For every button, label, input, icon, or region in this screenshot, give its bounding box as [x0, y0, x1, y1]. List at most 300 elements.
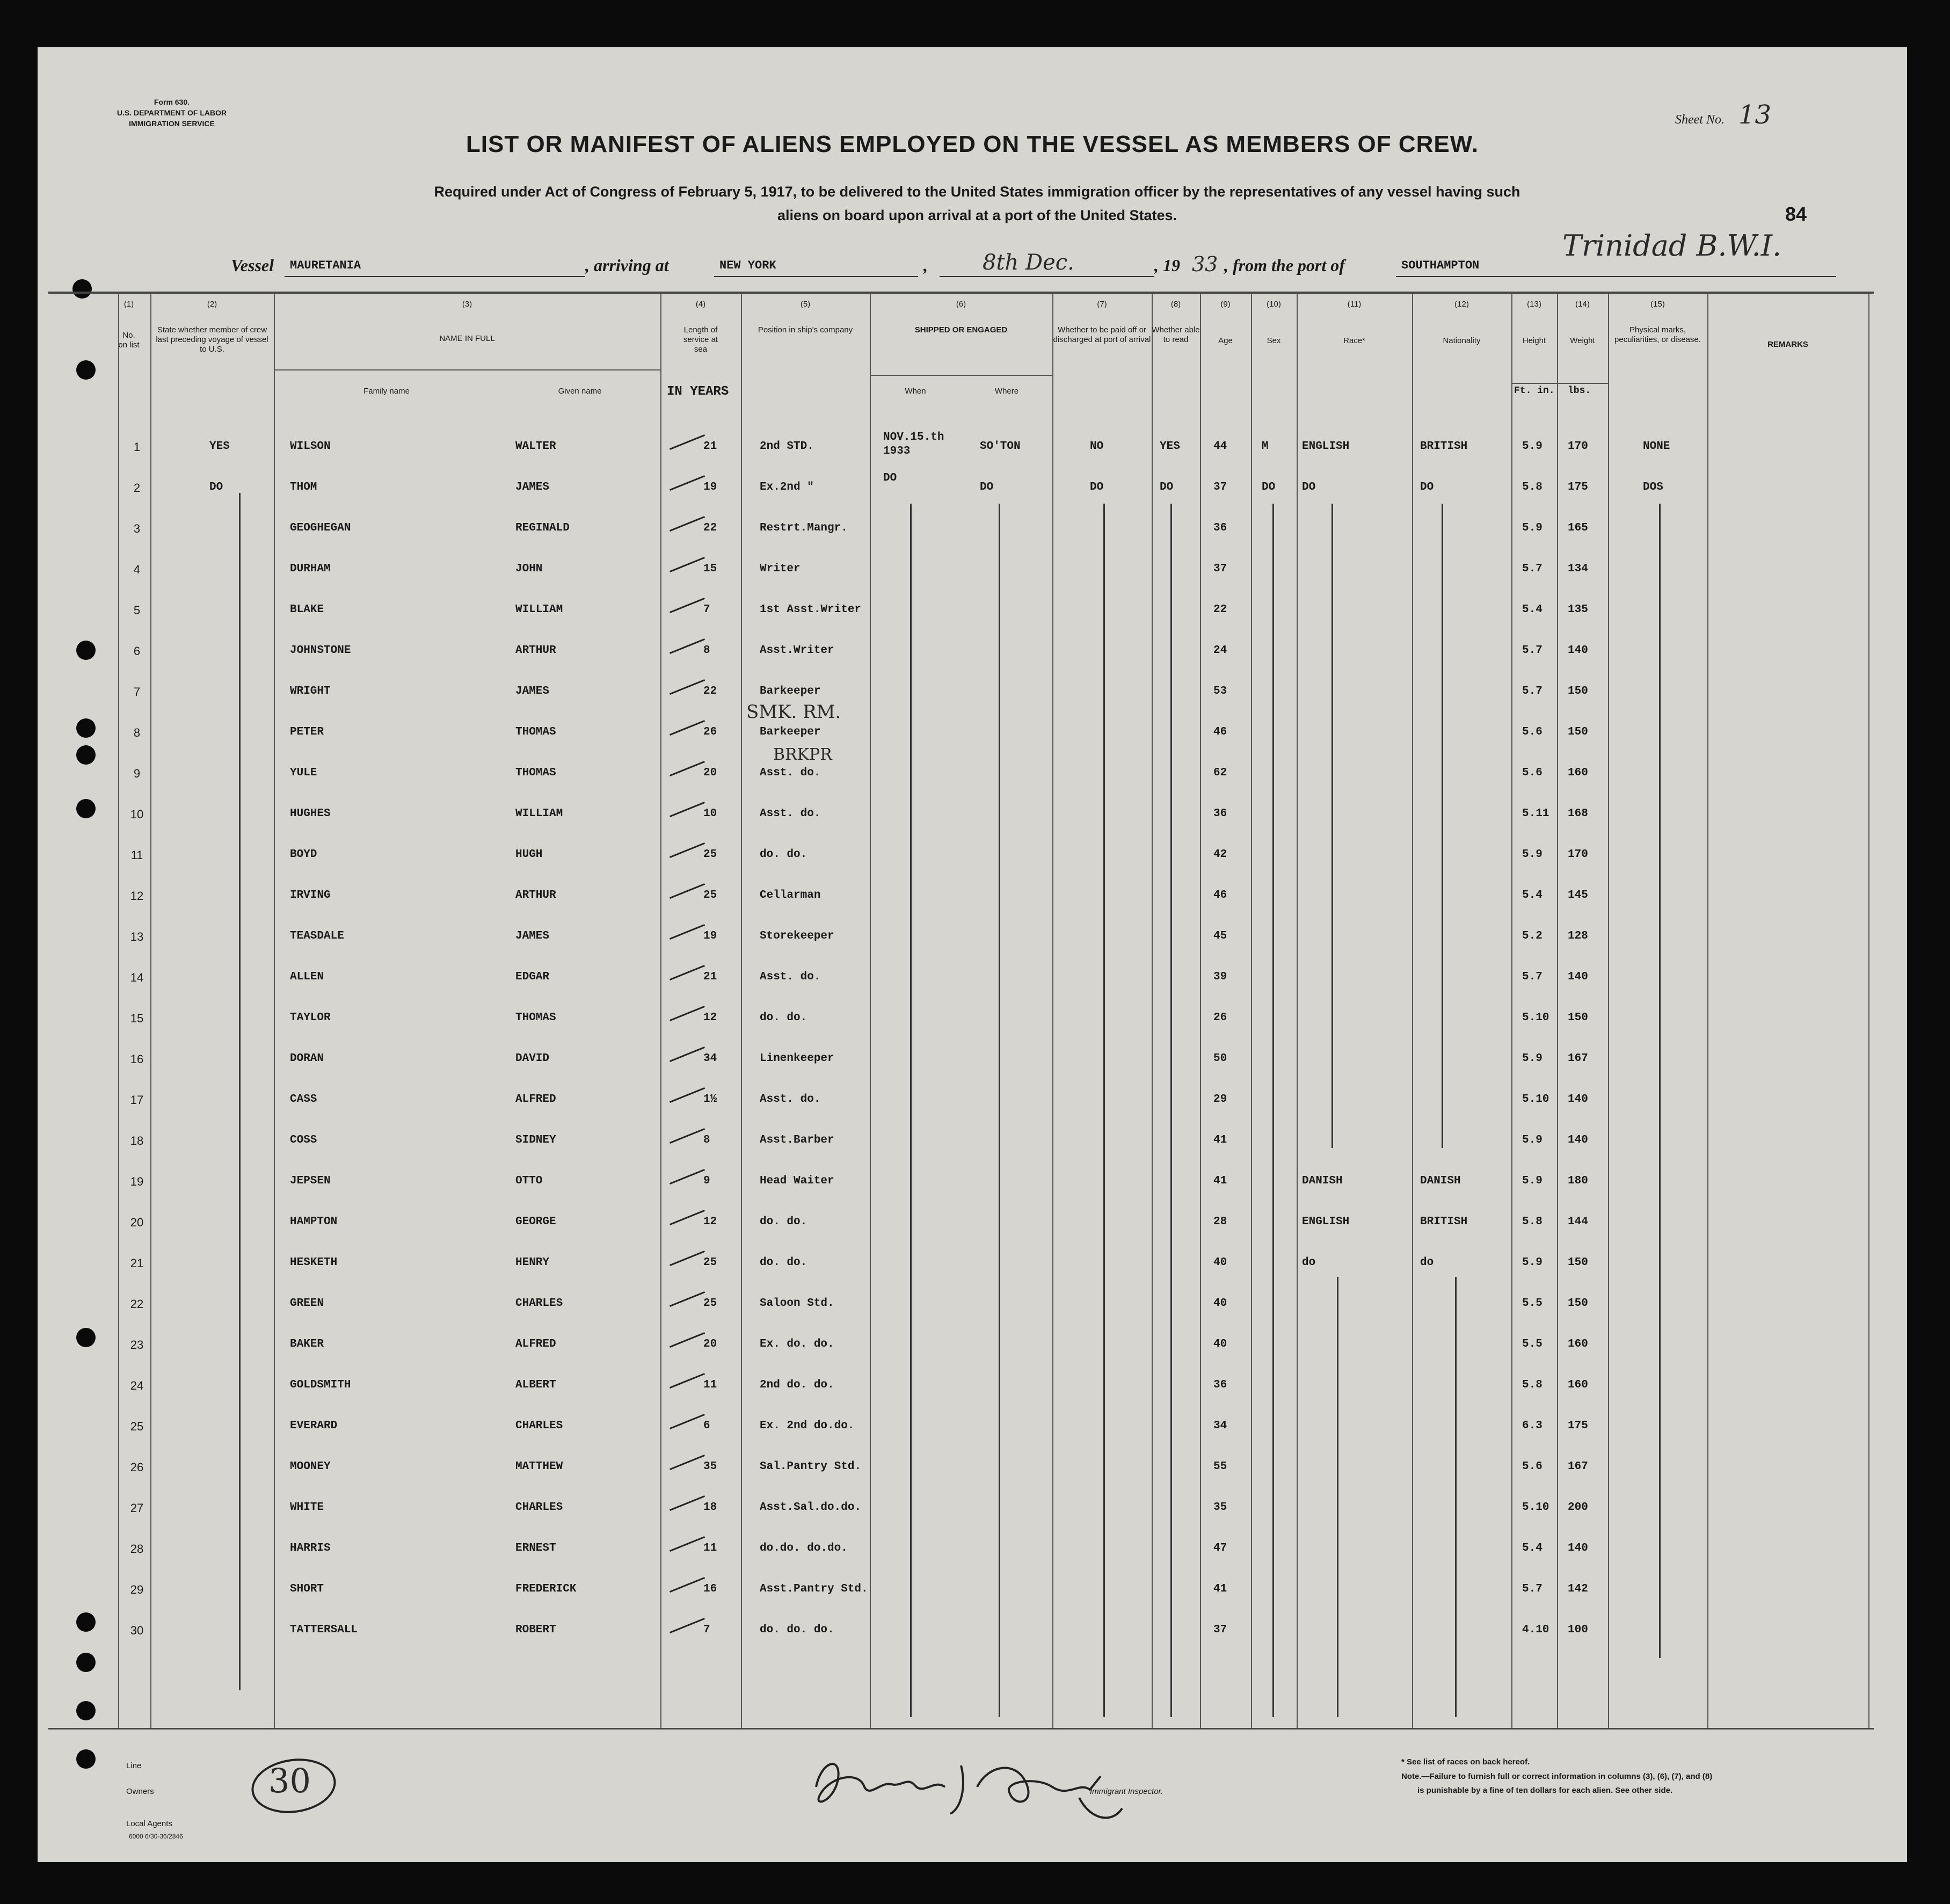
given-name: WILLIAM: [515, 808, 563, 820]
height: 5.6: [1522, 1460, 1542, 1473]
row-number: 1: [133, 440, 141, 454]
position: Head Waiter: [760, 1175, 834, 1187]
family-name: WILSON: [290, 440, 331, 453]
service-years: 25: [703, 1256, 717, 1269]
grid-subheader-line: [870, 375, 1052, 376]
given-name: ARTHUR: [515, 889, 556, 902]
family-name: JOHNSTONE: [290, 644, 351, 657]
given-name: JAMES: [515, 481, 550, 493]
given-name: ARTHUR: [515, 644, 556, 657]
height: 5.5: [1522, 1338, 1542, 1350]
given-name: HUGH: [515, 848, 543, 861]
year-prefix: , 19: [1154, 256, 1180, 275]
grid-vline: [1868, 292, 1869, 1728]
paid-off: NO: [1090, 440, 1104, 453]
service-years: 25: [703, 889, 717, 902]
row-number: 30: [130, 1624, 144, 1637]
family-name: CASS: [290, 1093, 317, 1106]
grid-vline: [660, 292, 661, 1728]
age: 40: [1213, 1297, 1227, 1310]
vessel-name: MAURETANIA: [290, 259, 361, 272]
height: 5.7: [1522, 563, 1542, 575]
position: do.do. do.do.: [760, 1542, 848, 1554]
check-stroke: [670, 1577, 705, 1593]
family-name: DORAN: [290, 1052, 324, 1065]
family-name: MOONEY: [290, 1460, 331, 1473]
position: Ex.2nd ": [760, 481, 814, 493]
age: 42: [1213, 848, 1227, 861]
service-years: 7: [703, 1624, 710, 1636]
col-header-weight: (14) Weight: [1570, 300, 1595, 345]
position: 2nd STD.: [760, 440, 814, 453]
check-stroke: [670, 1618, 705, 1633]
shipped-when: NOV.15.th 1933: [883, 431, 944, 457]
check-stroke: [670, 965, 705, 980]
physical-marks: DOS: [1643, 481, 1663, 493]
family-name: GOLDSMITH: [290, 1379, 351, 1391]
weight: 160: [1568, 767, 1588, 779]
weight: 170: [1568, 440, 1588, 453]
family-name: COSS: [290, 1134, 317, 1146]
service-years: 8: [703, 1134, 710, 1146]
arrival-year: 33: [1192, 252, 1218, 276]
family-name: ALLEN: [290, 971, 324, 983]
grid-vline: [1297, 292, 1298, 1728]
height: 5.9: [1522, 1052, 1542, 1065]
height: 5.7: [1522, 1583, 1542, 1595]
check-stroke: [670, 1373, 705, 1389]
family-name: HARRIS: [290, 1542, 331, 1554]
total-count: 30: [268, 1761, 311, 1800]
height: 5.8: [1522, 1216, 1542, 1228]
row-number: 17: [130, 1093, 144, 1107]
age: 35: [1213, 1501, 1227, 1514]
footer-line-label: Line: [126, 1761, 142, 1770]
height: 5.2: [1522, 930, 1542, 942]
race: DANISH: [1302, 1175, 1343, 1187]
check-stroke: [670, 1495, 705, 1511]
age: 22: [1213, 604, 1227, 616]
age: 24: [1213, 644, 1227, 657]
weight: 168: [1568, 808, 1588, 820]
row-number: 13: [130, 930, 144, 943]
ditto-line: [999, 504, 1000, 1717]
nationality: BRITISH: [1420, 440, 1468, 453]
service-years: 22: [703, 522, 717, 534]
col-header-read: (8) Whether able to read: [1152, 300, 1200, 344]
given-name: ALFRED: [515, 1093, 556, 1106]
given-name: HENRY: [515, 1256, 550, 1269]
grid-subheader-line: [274, 369, 660, 370]
given-name: THOMAS: [515, 767, 556, 779]
age: 45: [1213, 930, 1227, 942]
row-number: 3: [133, 522, 141, 535]
position: do. do.: [760, 1256, 807, 1269]
sex: M: [1262, 440, 1269, 453]
grid-hline: [48, 1728, 1874, 1729]
age: 37: [1213, 563, 1227, 575]
col-header-number: (1) No. on list: [118, 300, 140, 350]
family-name: BOYD: [290, 848, 317, 861]
check-stroke: [670, 924, 705, 940]
given-name: ERNEST: [515, 1542, 556, 1554]
family-name: HUGHES: [290, 808, 331, 820]
position: Sal.Pantry Std.: [760, 1460, 862, 1473]
family-name: PETER: [290, 726, 324, 738]
family-name: JEPSEN: [290, 1175, 331, 1187]
row-number: 12: [130, 889, 144, 903]
height: 5.8: [1522, 1379, 1542, 1391]
col-header-shipped: (6) SHIPPED OR ENGAGED: [914, 300, 1008, 335]
row-number: 7: [133, 685, 141, 699]
check-stroke: [670, 679, 705, 695]
position: Barkeeper: [760, 685, 821, 697]
given-name: ROBERT: [515, 1624, 556, 1636]
row-number: 26: [130, 1460, 144, 1474]
service-years: 11: [703, 1379, 717, 1391]
height: 5.4: [1522, 1542, 1542, 1554]
height: 5.9: [1522, 440, 1542, 453]
height: 5.5: [1522, 1297, 1542, 1310]
check-stroke: [670, 1536, 705, 1552]
service-years: 7: [703, 604, 710, 616]
service-years: 15: [703, 563, 717, 575]
arrival-date: 8th Dec.: [983, 250, 1074, 275]
footer-print-code: 6000 6/30-36/2846: [129, 1833, 183, 1840]
position: Saloon Std.: [760, 1297, 834, 1310]
position: Restrt.Mangr.: [760, 522, 848, 534]
age: 40: [1213, 1338, 1227, 1350]
given-name: ALFRED: [515, 1338, 556, 1350]
physical-marks: NONE: [1643, 440, 1670, 453]
check-stroke: [670, 1210, 705, 1225]
punch-hole: [76, 745, 96, 765]
check-stroke: [670, 802, 705, 817]
family-name: TEASDALE: [290, 930, 344, 942]
shipped-when: DO: [883, 472, 897, 484]
service-name: IMMIGRATION SERVICE: [129, 119, 215, 128]
row-number: 16: [130, 1052, 144, 1066]
age: 37: [1213, 481, 1227, 493]
position: Asst. do.: [760, 971, 821, 983]
row-number: 4: [133, 563, 141, 576]
given-name: EDGAR: [515, 971, 550, 983]
weight: 100: [1568, 1624, 1588, 1636]
position: do. do. do.: [760, 1624, 834, 1636]
position: Writer: [760, 563, 801, 575]
ditto-line: [1337, 1277, 1338, 1717]
row-number: 5: [133, 604, 141, 617]
service-years: 11: [703, 1542, 717, 1554]
weight: 165: [1568, 522, 1588, 534]
grid-vline: [1608, 292, 1609, 1728]
weight: 167: [1568, 1052, 1588, 1065]
penalty-note: Note.—Failure to furnish full or correct information in columns (3), (6), (7), and (8): [1401, 1772, 1713, 1781]
footer-owners-label: Owners: [126, 1787, 154, 1796]
row-number: 9: [133, 767, 141, 780]
grid-vline: [274, 292, 275, 1728]
weight: 175: [1568, 481, 1588, 493]
given-name: ALBERT: [515, 1379, 556, 1391]
row-number: 29: [130, 1583, 144, 1596]
punch-hole: [76, 360, 96, 380]
row-number: 25: [130, 1420, 144, 1433]
check-stroke: [670, 1169, 705, 1184]
height: 5.6: [1522, 726, 1542, 738]
height: 6.3: [1522, 1420, 1542, 1432]
height: 5.7: [1522, 644, 1542, 657]
requirement-text-2: aliens on board upon arrival at a port of the United States.: [777, 207, 1177, 223]
grid-vline: [741, 292, 742, 1728]
penalty-note-2: is punishable by a fine of ten dollars for each alien. See other side.: [1417, 1786, 1673, 1795]
weight: 180: [1568, 1175, 1588, 1187]
position: Asst. do.: [760, 1093, 821, 1106]
weight: 150: [1568, 1012, 1588, 1024]
given-name: CHARLES: [515, 1420, 563, 1432]
height: 5.9: [1522, 522, 1542, 534]
height: 5.10: [1522, 1012, 1549, 1024]
weight: 128: [1568, 930, 1588, 942]
col-header-position: (5) Position in ship's company: [758, 300, 853, 335]
check-stroke: [670, 598, 705, 613]
requirement-text: Required under Act of Congress of February 5, 1917, to be delivered to the United States immigration officer by the representatives of any vessel having such: [434, 184, 1520, 200]
height-unit: Ft. in.: [1514, 386, 1555, 396]
age: 55: [1213, 1460, 1227, 1473]
row-number: 28: [130, 1542, 144, 1556]
col-header-remarks: REMARKS: [1767, 340, 1808, 349]
col-header-name: (3) NAME IN FULL: [439, 300, 495, 343]
form-identifier: [97, 97, 247, 129]
row-number: 24: [130, 1379, 144, 1392]
paid-off: DO: [1090, 481, 1104, 493]
row-number: 14: [130, 971, 144, 984]
footer-agents-label: Local Agents: [126, 1819, 172, 1828]
service-years: 20: [703, 767, 717, 779]
col-header-race: (11) Race*: [1343, 300, 1365, 345]
punch-hole: [76, 799, 96, 818]
weight: 150: [1568, 726, 1588, 738]
ditto-line: [239, 493, 241, 1690]
weight: 140: [1568, 644, 1588, 657]
col-header-sex: (10) Sex: [1267, 300, 1281, 345]
grid-hline: [48, 292, 1874, 294]
height: 5.9: [1522, 1256, 1542, 1269]
age: 41: [1213, 1583, 1227, 1595]
punch-hole: [76, 1653, 96, 1672]
service-years: 16: [703, 1583, 717, 1595]
weight: 160: [1568, 1338, 1588, 1350]
check-stroke: [670, 1006, 705, 1021]
age: 41: [1213, 1134, 1227, 1146]
weight: 150: [1568, 1256, 1588, 1269]
weight: 140: [1568, 1542, 1588, 1554]
given-name: CHARLES: [515, 1501, 563, 1514]
col-header-height: (13) Height: [1522, 300, 1546, 345]
col-header-when: When: [905, 387, 926, 396]
form-number: Form 630.: [154, 98, 190, 106]
sheet-number-block: [1675, 100, 1771, 130]
service-years: 18: [703, 1501, 717, 1514]
able-to-read: DO: [1160, 481, 1174, 493]
service-years: 19: [703, 930, 717, 942]
row-number: 2: [133, 481, 141, 495]
age: 46: [1213, 889, 1227, 902]
arriving-port: NEW YORK: [719, 259, 776, 272]
height: 5.9: [1522, 1175, 1542, 1187]
row-number: 6: [133, 644, 141, 658]
check-stroke: [670, 557, 705, 572]
punch-hole: [76, 1701, 96, 1720]
service-years: 35: [703, 1460, 717, 1473]
row-number: 10: [130, 808, 144, 821]
position: Barkeeper: [760, 726, 821, 738]
weight-unit: lbs.: [1568, 386, 1591, 396]
sheet-number: 13: [1738, 100, 1772, 130]
grid-vline: [1511, 292, 1512, 1728]
row-number: 27: [130, 1501, 144, 1515]
page-title: LIST OR MANIFEST OF ALIENS EMPLOYED ON THE VESSEL AS MEMBERS OF CREW.: [465, 131, 1479, 157]
service-years: 6: [703, 1420, 710, 1432]
punch-hole: [76, 1749, 96, 1769]
arriving-label: , arriving at: [585, 256, 669, 275]
check-stroke: [670, 883, 705, 899]
family-name: GREEN: [290, 1297, 324, 1310]
age: 36: [1213, 808, 1227, 820]
service-years: 25: [703, 848, 717, 861]
given-name: JAMES: [515, 685, 550, 697]
age: 50: [1213, 1052, 1227, 1065]
family-name: YULE: [290, 767, 317, 779]
shipped-where: DO: [980, 481, 994, 493]
col-header-where: Where: [994, 387, 1019, 396]
grid-vline: [1251, 292, 1252, 1728]
service-years: 1½: [703, 1093, 717, 1106]
position: Asst. do.: [760, 767, 821, 779]
check-stroke: [670, 761, 705, 776]
family-name: BLAKE: [290, 604, 324, 616]
inspector-label: Immigrant Inspector.: [1090, 1787, 1163, 1796]
position: do. do.: [760, 848, 807, 861]
handwritten-port: Trinidad B.W.I.: [1562, 229, 1782, 263]
last-voyage: DO: [209, 481, 223, 493]
ditto-line: [1659, 504, 1661, 1658]
race: do: [1302, 1256, 1316, 1269]
given-name: THOMAS: [515, 1012, 556, 1024]
weight: 140: [1568, 971, 1588, 983]
height: 4.10: [1522, 1624, 1549, 1636]
height: 5.4: [1522, 889, 1542, 902]
given-name: REGINALD: [515, 522, 570, 534]
age: 34: [1213, 1420, 1227, 1432]
height: 5.4: [1522, 604, 1542, 616]
col-header-service-length: (4) Length of service at sea: [683, 300, 718, 354]
position: Asst.Writer: [760, 644, 834, 657]
family-name: GEOGHEGAN: [290, 522, 351, 534]
col-header-last-voyage: (2) State whether member of crew last preceding voyage of vessel to U.S.: [156, 300, 268, 354]
from-label: , from the port of: [1224, 256, 1345, 275]
family-name: WHITE: [290, 1501, 324, 1514]
age: 29: [1213, 1093, 1227, 1106]
height: 5.10: [1522, 1093, 1549, 1106]
check-stroke: [670, 638, 705, 654]
age: 28: [1213, 1216, 1227, 1228]
given-name: JAMES: [515, 930, 550, 942]
given-name: WILLIAM: [515, 604, 563, 616]
departure-port: SOUTHAMPTON: [1401, 259, 1480, 272]
given-name: FREDERICK: [515, 1583, 577, 1595]
punch-hole: [76, 718, 96, 738]
given-name: OTTO: [515, 1175, 543, 1187]
family-name: BAKER: [290, 1338, 324, 1350]
weight: 167: [1568, 1460, 1588, 1473]
given-name: JOHN: [515, 563, 543, 575]
service-years: 20: [703, 1338, 717, 1350]
family-name: TAYLOR: [290, 1012, 331, 1024]
weight: 144: [1568, 1216, 1588, 1228]
punch-hole: [76, 1612, 96, 1632]
given-name: SIDNEY: [515, 1134, 556, 1146]
weight: 135: [1568, 604, 1588, 616]
shipped-where: SO'TON: [980, 440, 1021, 453]
service-years: 21: [703, 440, 717, 453]
service-years: 34: [703, 1052, 717, 1065]
able-to-read: YES: [1160, 440, 1180, 453]
annotation-barkeeper: BRKPR: [773, 745, 832, 764]
family-name: THOM: [290, 481, 317, 493]
check-stroke: [670, 1251, 705, 1266]
row-number: 18: [130, 1134, 144, 1147]
grid-vline: [1200, 292, 1201, 1728]
age: 36: [1213, 1379, 1227, 1391]
height: 5.8: [1522, 481, 1542, 493]
weight: 160: [1568, 1379, 1588, 1391]
weight: 150: [1568, 685, 1588, 697]
service-years: 19: [703, 481, 717, 493]
grid-vline: [1707, 292, 1708, 1728]
family-name: HAMPTON: [290, 1216, 338, 1228]
age: 41: [1213, 1175, 1227, 1187]
given-name: CHARLES: [515, 1297, 563, 1310]
given-name: DAVID: [515, 1052, 550, 1065]
family-name: EVERARD: [290, 1420, 338, 1432]
service-years: 10: [703, 808, 717, 820]
annotation-smoke-room: SMK. RM.: [746, 701, 841, 723]
service-years: 9: [703, 1175, 710, 1187]
service-years: 21: [703, 971, 717, 983]
nationality: do: [1420, 1256, 1434, 1269]
age: 36: [1213, 522, 1227, 534]
position: do. do.: [760, 1216, 807, 1228]
position: 2nd do. do.: [760, 1379, 834, 1391]
check-stroke: [670, 1455, 705, 1470]
weight: 145: [1568, 889, 1588, 902]
ditto-line: [910, 504, 912, 1717]
row-number: 19: [130, 1175, 144, 1188]
ditto-line: [1331, 504, 1333, 1148]
check-stroke: [670, 842, 705, 858]
row-number: 23: [130, 1338, 144, 1351]
weight: 175: [1568, 1420, 1588, 1432]
position: Cellarman: [760, 889, 821, 902]
race: ENGLISH: [1302, 440, 1350, 453]
sheet-label: Sheet No.: [1675, 113, 1725, 127]
manifest-sheet: [38, 47, 1907, 1862]
ditto-line: [1103, 504, 1105, 1717]
weight: 200: [1568, 1501, 1588, 1514]
position: do. do.: [760, 1012, 807, 1024]
age: 37: [1213, 1624, 1227, 1636]
height: 5.7: [1522, 685, 1542, 697]
